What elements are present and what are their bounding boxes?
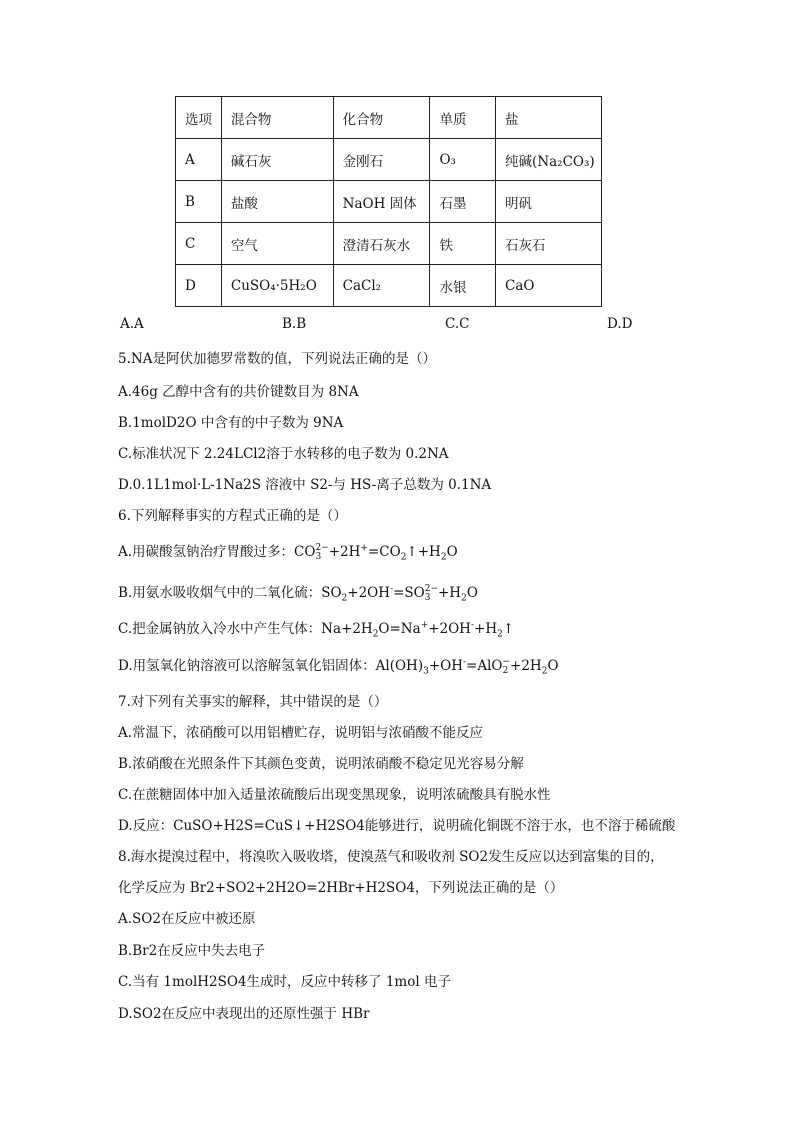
table-cell: CuSO₄·5H₂O	[221, 265, 333, 307]
classification-table	[175, 96, 602, 307]
q5-option-b[interactable]: B.1molD2O 中含有的中子数为 9NA	[118, 415, 344, 431]
equation: $Al(OH)_3+OH^-=AlO$ − 2 $+2H_2O$	[375, 656, 559, 677]
table-row	[176, 265, 602, 307]
q5-option-d[interactable]: D.0.1L1mol·L-1Na2S 溶液中 S2-与 HS-离子总数为 0.1NA	[118, 477, 492, 493]
table-row	[176, 139, 602, 181]
table-cell: C	[176, 223, 222, 265]
q6-option-c[interactable]	[118, 617, 515, 640]
table-cell: CaCl₂	[333, 265, 430, 307]
q7-stem: 7.对下列有关事实的解释，其中错误的是（）	[118, 694, 388, 710]
table-cell: 单质	[430, 97, 496, 139]
q6-option-a[interactable]	[118, 540, 458, 562]
equation: $SO_2+2OH^-=SO$ 2− 3 $+H_2O$	[321, 583, 478, 604]
table-cell: 石墨	[430, 181, 496, 223]
q8-stem-line2: 化学反应为 Br2+SO2+2H2O=2HBr+H2SO4，下列说法正确的是（）	[118, 880, 564, 896]
table-cell: O₃	[430, 139, 496, 181]
q8-option-d[interactable]: D.SO2在反应中表现出的还原性强于 HBr	[118, 1006, 370, 1022]
table-cell: 混合物	[221, 97, 333, 139]
answer-option-b[interactable]: B.B	[282, 316, 307, 332]
table-cell: B	[176, 181, 222, 223]
table-cell: D	[176, 265, 222, 307]
q7-option-d[interactable]: D.反应：CuSO+H2S=CuS↓+H2SO4能够进行，说明硫化铜既不溶于水，也不溶于稀硫酸	[118, 818, 676, 834]
equation: CO 2− 3 $+2H^+=CO_2↑+H_2O$	[294, 542, 458, 563]
table-cell: 盐酸	[221, 181, 333, 223]
table-cell: 铁	[430, 223, 496, 265]
table-header-row	[176, 97, 602, 139]
q5-option-c[interactable]: C.标准状况下 2.24LCl2溶于水转移的电子数为 0.2NA	[118, 446, 449, 462]
table-cell: 水银	[430, 265, 496, 307]
q6-option-d[interactable]	[118, 654, 559, 676]
q7-option-b[interactable]: B.浓硝酸在光照条件下其颜色变黄，说明浓硝酸不稳定见光容易分解	[118, 756, 524, 772]
table-cell: 选项	[176, 97, 222, 139]
table-cell: CaO	[496, 265, 602, 307]
q8-option-b[interactable]: B.Br2在反应中失去电子	[118, 943, 266, 959]
table-cell: 澄清石灰水	[333, 223, 430, 265]
option-text: B.用氨水吸收烟气中的二氧化硫：	[118, 585, 322, 601]
answer-option-d[interactable]: D.D	[607, 316, 633, 332]
table-cell: 化合物	[333, 97, 430, 139]
table-row	[176, 223, 602, 265]
table-cell: 盐	[496, 97, 602, 139]
q7-option-a[interactable]: A.常温下，浓硝酸可以用铝槽贮存，说明铝与浓硝酸不能反应	[118, 725, 484, 741]
answer-option-a[interactable]: A.A	[120, 316, 144, 332]
q5-stem: 5.NA是阿伏加德罗常数的值，下列说法正确的是（）	[118, 351, 436, 367]
table-cell: 金刚石	[333, 139, 430, 181]
table-cell: 石灰石	[496, 223, 602, 265]
table-cell: 空气	[221, 223, 333, 265]
option-text: D.用氢氧化钠溶液可以溶解氢氧化铝固体：	[118, 658, 376, 674]
q8-option-c[interactable]: C.当有 1molH2SO4生成时，反应中转移了 1mol 电子	[118, 974, 451, 990]
table-cell: A	[176, 139, 222, 181]
table-row	[176, 181, 602, 223]
option-text: A.用碳酸氢钠治疗胃酸过多：	[118, 544, 295, 560]
table-cell: 纯碱(Na₂CO₃)	[496, 139, 602, 181]
option-text: C.把金属钠放入冷水中产生气体：	[118, 621, 322, 637]
q7-option-c[interactable]: C.在蔗糖固体中加入适量浓硫酸后出现变黑现象，说明浓硫酸具有脱水性	[118, 787, 551, 803]
table-cell: 明矾	[496, 181, 602, 223]
answer-option-c[interactable]: C.C	[445, 316, 470, 332]
q8-stem-line1: 8.海水提溴过程中，将溴吹入吸收塔，使溴蒸气和吸收剂 SO2发生反应以达到富集的目的，	[118, 849, 664, 865]
table-cell: 碱石灰	[221, 139, 333, 181]
q6-stem: 6.下列解释事实的方程式正确的是（）	[118, 508, 347, 524]
q6-option-b[interactable]	[118, 581, 478, 603]
q5-option-a[interactable]: A.46g 乙醇中含有的共价键数目为 8NA	[118, 384, 359, 400]
equation: $Na+2H_2O=Na^++2OH^-+H_2↑$	[321, 620, 515, 640]
table-cell: NaOH 固体	[333, 181, 430, 223]
q8-option-a[interactable]: A.SO2在反应中被还原	[118, 911, 256, 927]
